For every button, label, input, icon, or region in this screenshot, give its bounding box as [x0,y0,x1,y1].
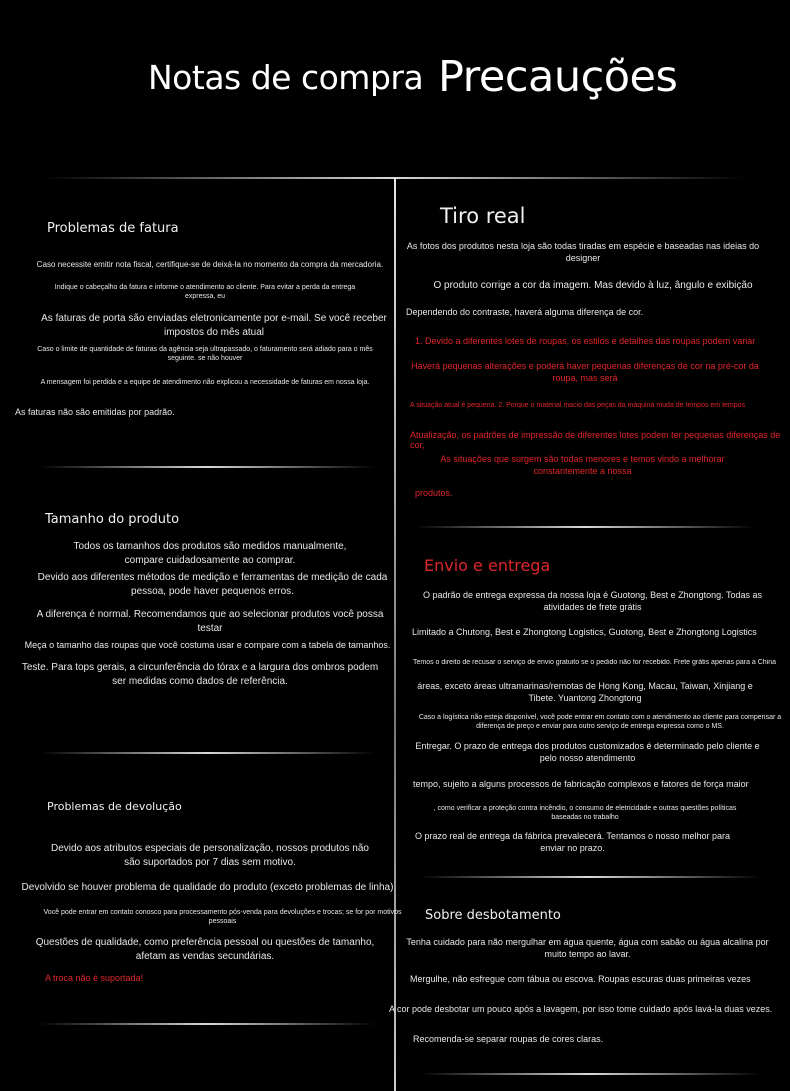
returns-line-2: Devolvido se houver problema de qualidade do produto (exceto problemas de linha) [21,882,394,893]
size-line-2: Devido aos diferentes métodos de medição e ferramentas de medição de cada pessoa, pode haver pequenos erros. [37,572,388,597]
fading-divider [420,1073,760,1075]
size-line-5: Teste. Para tops gerais, a circunferência do tórax e a largura dos ombros podem ser medidas como dados de referência. [21,662,379,687]
real-divider [415,526,755,528]
size-divider [40,752,375,754]
real-line-3: Dependendo do contraste, haverá alguma diferença de cor. [406,307,644,317]
shipping-title: Envio e entrega [424,556,551,575]
fading-line-1: Tenha cuidado para não mergulhar em água quente, água com sabão ou água alcalina por muito tempo ao lavar. [406,937,769,960]
size-title: Tamanho do produto [45,512,180,527]
size-line-1: Todos os tamanhos dos produtos são medidos manualmente, compare cuidadosamente ao comprar. [73,541,347,566]
returns-line-4: Questões de qualidade, como preferência pessoal ou questões de tamanho, afetam as vendas secundárias. [35,937,375,962]
size-line-3: A diferença é normal. Recomendamos que ao selecionar produtos você possa testar [36,609,384,634]
real-red-line-2: Haverá pequenas alterações e poderá haver pequenas diferenças de cor na pré-cor da roupa, mas será [411,361,759,384]
shipping-divider [420,876,760,878]
fading-line-2: Mergulhe, não esfregue com tábua ou escova. Roupas escuras duas primeiras vezes [410,974,751,984]
shipping-line-4: áreas, exceto áreas ultramarinas/remotas de Hong Kong, Macau, Taiwan, Xinjiang e Tibete. Yuantong Zhongtong [417,681,753,704]
real-photo-title: Tiro real [440,204,526,228]
invoice-line-2: Indique o cabeçalho da fatura e informe o atendimento ao cliente. Para evitar a perda da entrega expressa, eu [54,284,356,301]
shipping-line-3: Temos o direito de recusar o serviço de envio gratuito se o pedido não for recebido. Frete grátis apenas para a China [413,659,777,666]
shipping-line-6: Entregar. O prazo de entrega dos produtos customizados é determinado pelo cliente e pelo nosso atendimento [415,741,760,764]
shipping-line-8: , como verificar a proteção contra incêndio, o consumo de eletricidade e outras questões políticas baseadas no trabalho [433,805,737,822]
invoice-divider [40,466,375,468]
shipping-line-1: O padrão de entrega expressa da nossa loja é Guotong, Best e Zhongtong. Todas as atividades de frete grátis [422,590,763,613]
real-red-line-1: 1. Devido a diferentes lotes de roupas, os estilos e detalhes das roupas podem variar [415,336,756,346]
size-line-4: Meça o tamanho das roupas que você costuma usar e compare com a tabela de tamanhos. [24,640,391,650]
invoice-line-1: Caso necessite emitir nota fiscal, certifique-se de deixá-la no momento da compra da mercadoria. [36,260,384,269]
fading-line-3: A cor pode desbotar um pouco após a lavagem, por isso tome cuidado após lavá-la duas vezes. [389,1004,773,1014]
returns-line-1: Devido aos atributos especiais de personalização, nossos produtos não são suportados por 7 dias sem motivo. [51,843,369,868]
invoice-line-4: Caso o limite de quantidade de faturas da agência seja ultrapassado, o faturamento será adiado para o mês seguinte. se não houver [37,346,373,363]
real-red-line-4: Atualização, os padrões de impressão de diferentes lotes podem ter pequenas diferenças de cor, [410,430,781,450]
returns-divider [40,1023,375,1025]
real-line-1: As fotos dos produtos nesta loja são todas tiradas em espécie e baseadas nas ideias do designer [406,241,760,264]
returns-line-3: Você pode entrar em contato conosco para processamento pós-venda para devoluções e trocas; se for por motivos pessoais [43,909,402,926]
fading-line-4: Recomenda-se separar roupas de cores claras. [413,1034,604,1044]
returns-warning: A troca não é suportada! [45,973,144,983]
real-red-line-5: As situações que surgem são todas menores e temos vindo a melhorar constantemente a nossa [440,454,725,477]
real-line-2: O produto corrige a cor da imagem. Mas devido à luz, ângulo e exibição [433,280,753,291]
fading-title: Sobre desbotamento [425,908,561,923]
invoice-line-3: As faturas de porta são enviadas eletronicamente por e-mail. Se você receber impostos do mês atual [41,313,387,338]
invoice-line-6: As faturas não são emitidas por padrão. [15,407,175,417]
page-title-right: Precauções [438,52,678,102]
page-title-left: Notas de compra [148,58,424,97]
real-red-line-3: A situação atual é pequena. 2. Porque o material macio das peças da máquina muda de tempos em tempos [410,402,746,409]
invoice-line-5: A mensagem foi perdida e a equipe de atendimento não explicou a necessidade de faturas em nossa loja. [40,379,370,386]
shipping-line-9: O prazo real de entrega da fábrica prevalecerá. Tentamos o nosso melhor para enviar no prazo. [414,831,730,854]
shipping-line-2: Limitado a Chutong, Best e Zhongtong Logistics, Guotong, Best e Zhongtong Logistics [412,627,757,637]
shipping-line-7: tempo, sujeito a alguns processos de fabricação complexos e fatores de força maior [413,779,749,789]
invoice-title: Problemas de fatura [47,221,179,236]
shipping-line-5: Caso a logística não esteja disponível, você pode entrar em contato com o atendimento ao cliente para compensar a diferença de preço e enviar para outro serviço de entrega expressa como o MS. [418,714,782,731]
returns-title: Problemas de devolução [47,800,182,813]
real-red-line-6: produtos. [415,488,453,498]
